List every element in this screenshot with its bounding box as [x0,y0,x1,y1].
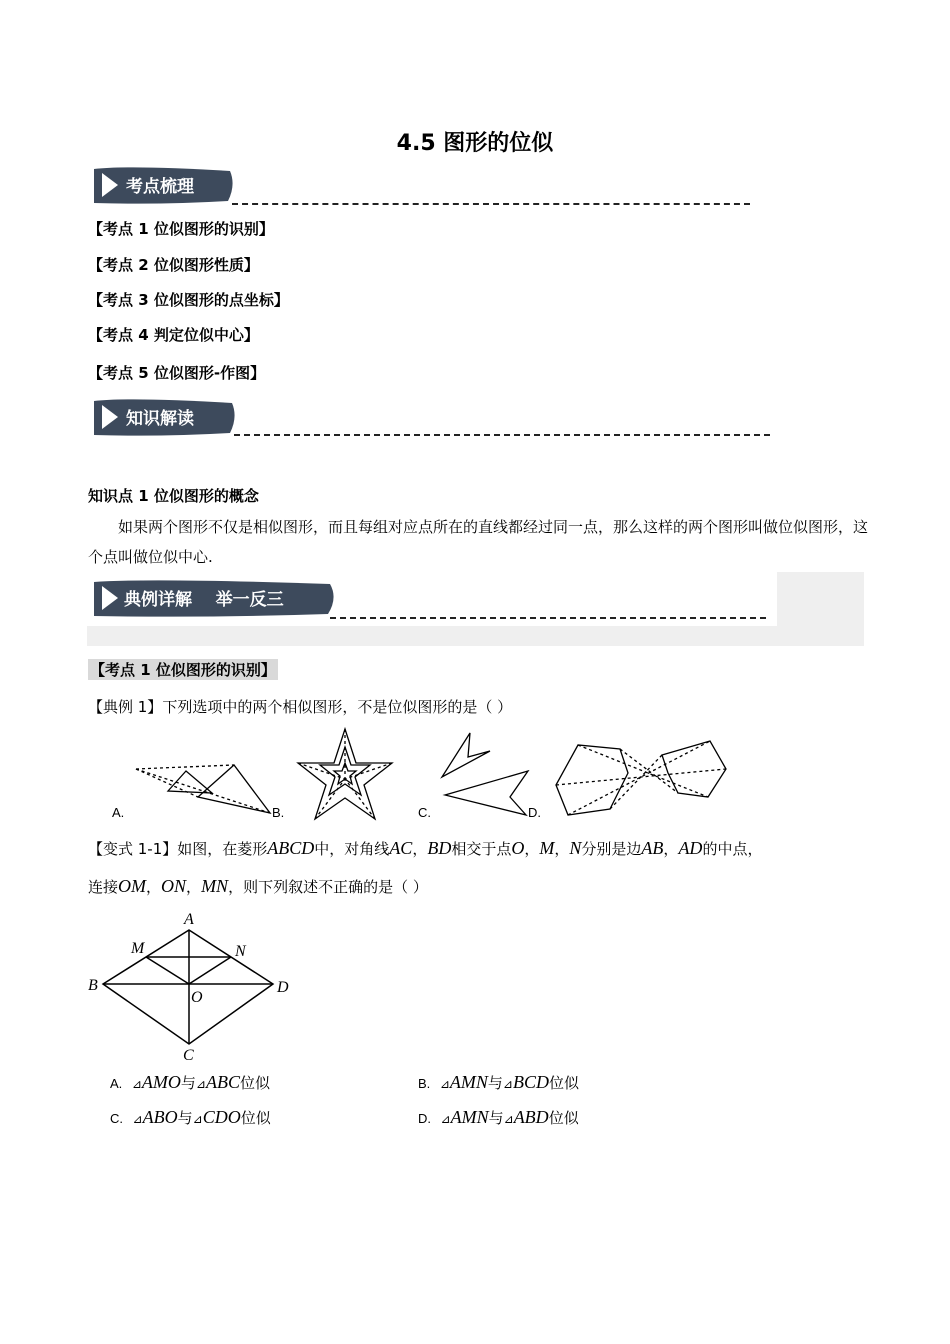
label-o: O [191,989,203,1006]
section-tag: 【考点 1 位似图形的识别】 [90,661,276,679]
kaodian-item: 【考点 5 位似图形-作图】 [88,364,266,382]
banner-kaodian [90,165,235,203]
kaodian-item: 【考点 3 位似图形的点坐标】 [88,291,289,309]
label-b: B [88,977,98,994]
kaodian-item: 【考点 4 判定位似中心】 [88,326,259,344]
choice-d[interactable]: D. ⊿AMN与⊿ABD位似 [418,1107,579,1127]
segment-om [146,957,189,984]
example1-question [88,696,512,717]
variant-prefix: 【变式 1-1】 [88,840,178,858]
rhombus-abcd [103,930,273,1044]
divider [234,434,770,436]
knowledge-heading: 知识点 1 位似图形的概念 [88,487,259,505]
choice-b[interactable]: B. ⊿AMN与⊿BCD位似 [418,1072,579,1092]
label-a: A [184,911,194,928]
knowledge-body: 如果两个图形不仅是相似图形，而且每组对应点所在的直线都经过同一点，那么这样的两个图形叫做位似图形，这个点叫做位似中心. [88,518,869,566]
option-b-label: B. [272,805,285,820]
variant-question-line2: 连接OM，ON，MN，则下列叙述不正确的是（ ） [88,876,428,896]
divider [232,203,750,205]
kaodian-item: 【考点 2 位似图形性质】 [88,256,259,274]
label-n: N [235,943,246,960]
divider [330,617,766,619]
option-c-label: C. [418,805,431,820]
figure-c [442,733,528,815]
figure-a [136,765,270,813]
banner-dianli [90,578,338,616]
banner-kaodian-text: 考点梳理 [126,177,194,197]
choice-c[interactable]: C. ⊿ABO与⊿CDO位似 [110,1107,271,1127]
option-a-label: A. [112,805,125,820]
banner-zhishi-text: 知识解读 [126,409,194,429]
figure-b [298,729,392,819]
label-c: C [183,1047,194,1063]
option-d-label: D. [528,805,541,820]
banner-zhishi [90,397,238,435]
segment-on [189,957,231,984]
example1-figures [100,725,740,825]
example1-text: 下列选项中的两个相似图形，不是位似图形的是（ ） [162,698,513,716]
label-d: D [277,979,289,996]
page-title: 4.5 图形的位似 [396,131,554,156]
example1-prefix: 【典例 1】 [88,698,163,716]
variant-question-line1: 【变式 1-1】如图，在菱形ABCD中，对角线AC，BD相交于点O，M，N分别是边AB，AD的中点， [88,838,763,858]
choice-a[interactable]: A. ⊿AMO与⊿ABC位似 [110,1072,270,1092]
kaodian-item: 【考点 1 位似图形的识别】 [88,220,274,238]
label-m: M [131,940,145,957]
rhombus-figure [85,908,305,1063]
banner-dianli-text: 典例详解 举一反三 [124,590,284,610]
figure-d [556,741,726,815]
